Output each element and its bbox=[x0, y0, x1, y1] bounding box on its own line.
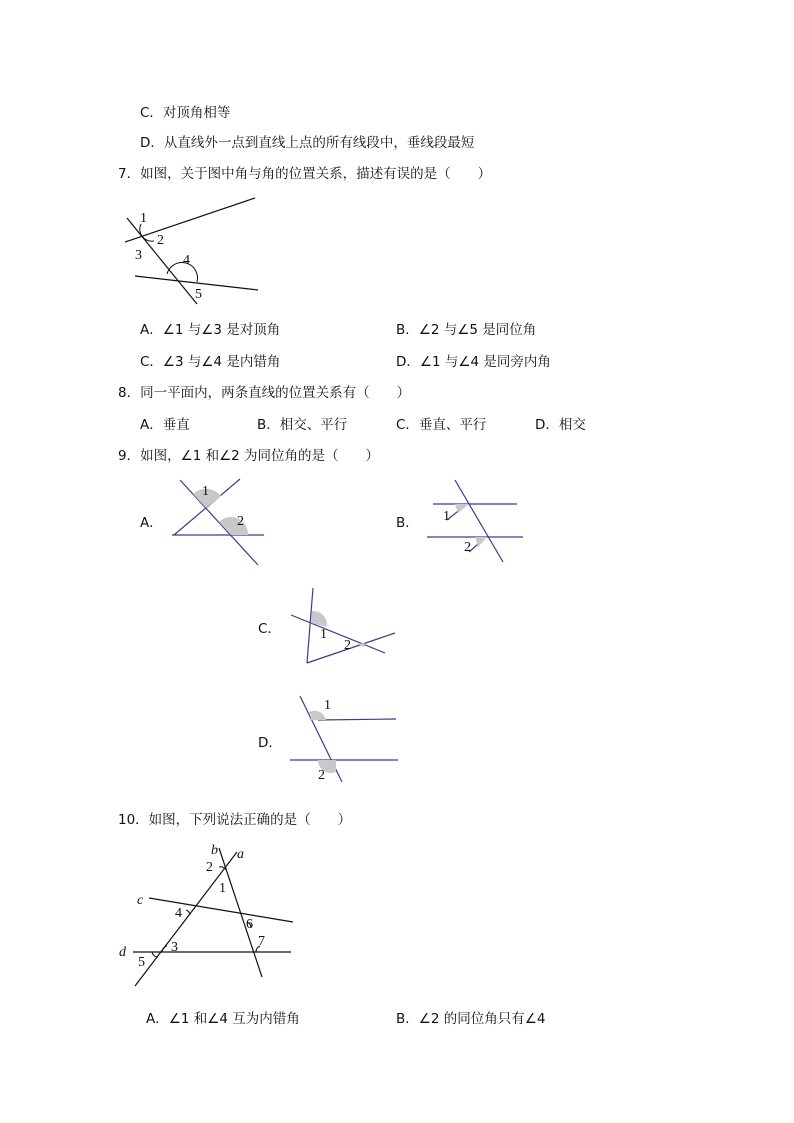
q9c-label-1: 1 bbox=[320, 627, 327, 642]
q7-option-c: C．∠3 与∠4 是内错角 bbox=[140, 354, 281, 370]
q9-figure-c bbox=[285, 585, 403, 670]
q9-figure-a bbox=[168, 475, 268, 570]
q9-option-b-label: B． bbox=[396, 515, 419, 531]
q9c-label-2: 2 bbox=[344, 638, 351, 653]
q10-label-c: c bbox=[137, 893, 144, 908]
q10-figure bbox=[115, 840, 300, 990]
q10-label-5: 5 bbox=[138, 955, 145, 970]
q10-label-d: d bbox=[119, 945, 126, 960]
q9-figure-b bbox=[425, 476, 525, 566]
q9d-label-2: 2 bbox=[318, 768, 325, 783]
q10-label-4: 4 bbox=[175, 906, 182, 921]
q6-option-d: D．从直线外一点到直线上点的所有线段中，垂线段最短 bbox=[140, 135, 475, 151]
q7-label-3: 3 bbox=[135, 248, 142, 263]
q10-label-b: b bbox=[211, 843, 218, 858]
q10-option-b: B．∠2 的同位角只有∠4 bbox=[396, 1011, 546, 1027]
q10-stem: 10．如图，下列说法正确的是（ ） bbox=[118, 812, 352, 828]
q9-option-a-label: A． bbox=[140, 515, 163, 531]
q7-figure bbox=[115, 192, 275, 307]
q7-label-5: 5 bbox=[195, 287, 202, 302]
q10-label-6: 6 bbox=[246, 917, 253, 932]
q10-option-a: A．∠1 和∠4 互为内错角 bbox=[146, 1011, 300, 1027]
q10-label-a: a bbox=[237, 847, 244, 862]
q6-option-c: C．对顶角相等 bbox=[140, 105, 231, 121]
q8-option-a: A．垂直 bbox=[140, 417, 190, 433]
q8-option-c: C．垂直、平行 bbox=[396, 417, 487, 433]
q9d-label-1: 1 bbox=[324, 698, 331, 713]
q10-label-1: 1 bbox=[219, 881, 226, 896]
q7-label-4: 4 bbox=[183, 253, 190, 268]
q7-option-d: D．∠1 与∠4 是同旁内角 bbox=[396, 354, 551, 370]
q9-option-c-label: C． bbox=[258, 621, 281, 637]
q10-line-b bbox=[219, 848, 262, 977]
q9-stem: 9．如图，∠1 和∠2 为同位角的是（ ） bbox=[118, 448, 380, 464]
q7-option-b: B．∠2 与∠5 是同位角 bbox=[396, 322, 537, 338]
q7-label-1: 1 bbox=[140, 211, 147, 226]
q10-line-c bbox=[149, 898, 293, 922]
q8-stem: 8．同一平面内，两条直线的位置关系有（ ） bbox=[118, 385, 411, 401]
q7-option-a: A．∠1 与∠3 是对顶角 bbox=[140, 322, 281, 338]
q9b-label-1: 1 bbox=[443, 509, 450, 524]
q9a-label-2: 2 bbox=[237, 514, 244, 529]
q10-label-7: 7 bbox=[258, 934, 265, 949]
q8-option-b: B．相交、平行 bbox=[257, 417, 348, 433]
q10-line-a bbox=[135, 852, 237, 986]
q9a-label-1: 1 bbox=[202, 484, 209, 499]
q9-option-d-label: D． bbox=[258, 735, 282, 751]
q8-option-d: D．相交 bbox=[535, 417, 586, 433]
q10-label-2: 2 bbox=[206, 860, 213, 875]
q9-figure-d bbox=[286, 692, 401, 787]
q9b-label-2: 2 bbox=[464, 540, 471, 555]
q7-label-2: 2 bbox=[157, 233, 164, 248]
q7-stem: 7．如图，关于图中角与角的位置关系，描述有误的是（ ） bbox=[118, 166, 492, 182]
q10-label-3: 3 bbox=[171, 940, 178, 955]
